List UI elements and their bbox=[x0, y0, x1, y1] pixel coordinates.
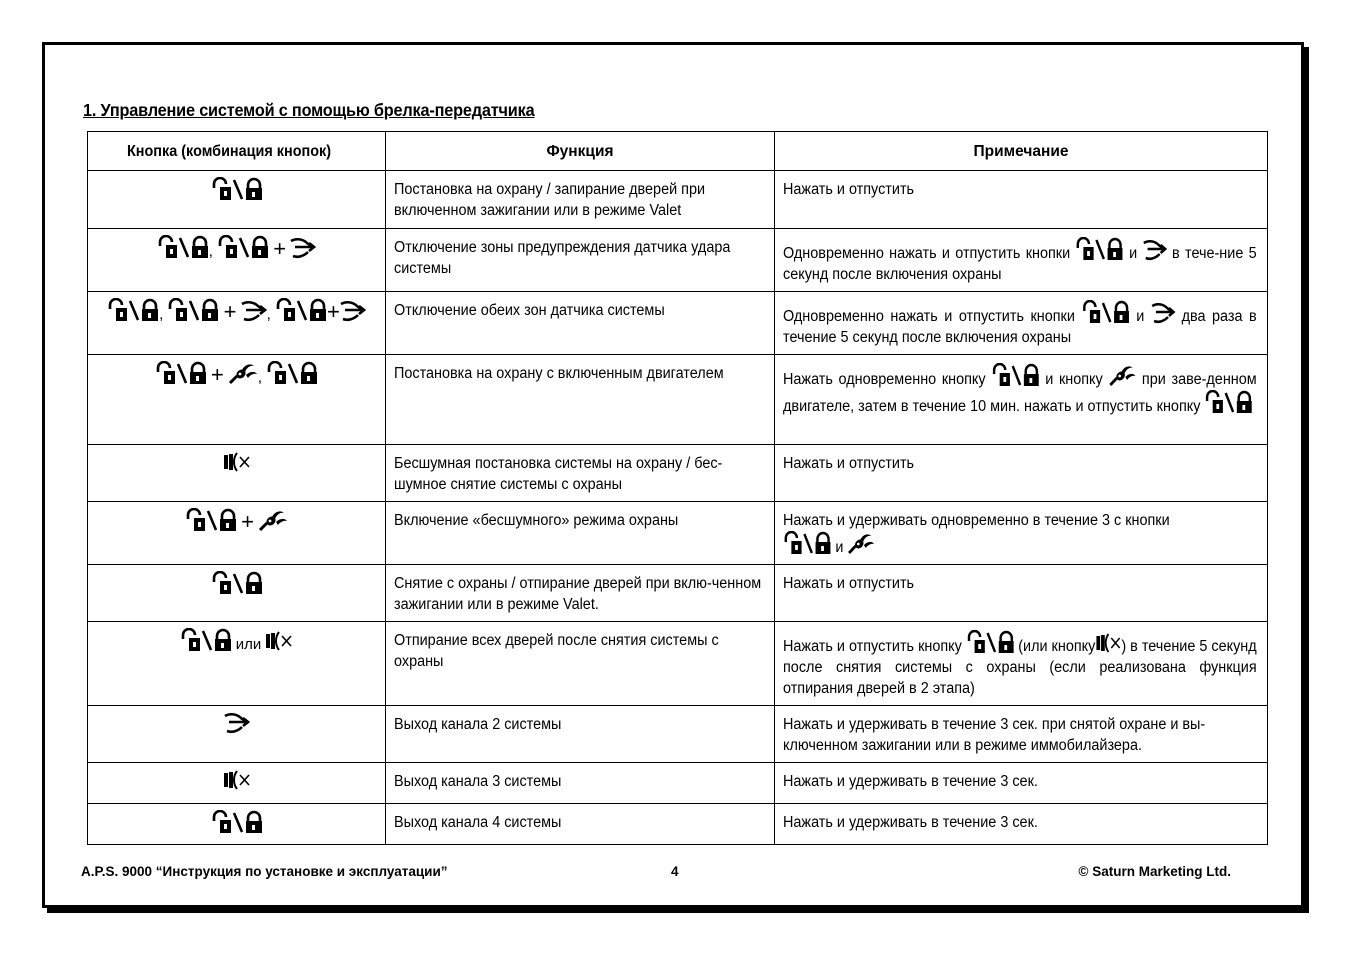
header-function: Функция bbox=[386, 132, 775, 171]
function-cell: Отпирание всех дверей после снятия системы с охраны bbox=[386, 622, 775, 706]
lock-unlock-icon bbox=[180, 628, 232, 652]
note-cell: Одновременно нажать и отпустить кнопки и в тече-ние 5 секунд после включения охраны bbox=[775, 229, 1268, 292]
plus-sign: + bbox=[327, 299, 340, 324]
key-ignition-icon bbox=[228, 361, 258, 385]
function-cell: Выход канала 3 системы bbox=[386, 763, 775, 804]
button-cell: , + , + bbox=[88, 292, 386, 355]
key-ignition-icon bbox=[847, 531, 875, 555]
button-cell bbox=[88, 445, 386, 502]
trunk-channel-icon bbox=[290, 237, 316, 259]
table-row bbox=[88, 622, 1268, 706]
trunk-channel-icon bbox=[1143, 239, 1167, 261]
mute-speaker-icon bbox=[265, 630, 293, 652]
function-cell: Выход канала 2 системы bbox=[386, 706, 775, 763]
table-row bbox=[88, 502, 1268, 565]
function-cell: Бесшумная постановка системы на охрану / бес-шумное снятие системы с охраны bbox=[386, 445, 775, 502]
lock-unlock-icon bbox=[991, 363, 1039, 387]
note-cell: Нажать одновременно кнопку и кнопку при заве-денном двигателе, затем в течение 10 мин. нажать и отпустить кнопку bbox=[775, 355, 1268, 445]
note-cell: Нажать и отпустить bbox=[775, 171, 1268, 229]
footer-manual-title: A.P.S. 9000 “Инструкция по установке и эксплуатации” bbox=[81, 864, 448, 879]
function-cell: Отключение зоны предупреждения датчика удара системы bbox=[386, 229, 775, 292]
note-cell: Нажать и отпустить bbox=[775, 565, 1268, 622]
page-number: 4 bbox=[671, 864, 679, 879]
note-cell: Нажать и удерживать в течение 3 сек. bbox=[775, 804, 1268, 845]
note-cell: Нажать и отпустить bbox=[775, 445, 1268, 502]
function-cell: Постановка на охрану с включенным двигателем bbox=[386, 355, 775, 445]
trunk-channel-icon bbox=[340, 300, 366, 322]
button-cell: + , bbox=[88, 355, 386, 445]
trunk-channel-icon bbox=[241, 300, 267, 322]
header-button: Кнопка (комбинация кнопок) bbox=[88, 132, 386, 171]
footer-copyright: © Saturn Marketing Ltd. bbox=[1078, 864, 1231, 879]
table-row bbox=[88, 229, 1268, 292]
table-row bbox=[88, 292, 1268, 355]
function-cell: Снятие с охраны / отпирание дверей при вклю-ченном зажигании или в режиме Valet. bbox=[386, 565, 775, 622]
button-cell bbox=[88, 502, 386, 565]
or-label: или bbox=[235, 636, 262, 653]
mute-speaker-icon bbox=[223, 769, 251, 791]
document-page bbox=[42, 42, 1304, 908]
lock-unlock-icon bbox=[167, 298, 219, 322]
lock-unlock-icon bbox=[783, 531, 831, 555]
lock-unlock-icon bbox=[1081, 300, 1129, 324]
button-cell bbox=[88, 622, 386, 706]
table-row bbox=[88, 355, 1268, 445]
note-cell: Нажать и удерживать в течение 3 сек. bbox=[775, 763, 1268, 804]
lock-unlock-icon bbox=[185, 508, 237, 532]
plus-sign: + bbox=[273, 236, 287, 261]
key-ignition-icon bbox=[1108, 363, 1136, 387]
table-row bbox=[88, 565, 1268, 622]
plus-sign: + bbox=[210, 362, 224, 387]
note-cell: Нажать и удерживать одновременно в течение 3 с кнопки и bbox=[775, 502, 1268, 565]
plus-sign: + bbox=[223, 299, 237, 324]
mute-speaker-icon bbox=[1095, 632, 1121, 654]
function-cell: Выход канала 4 системы bbox=[386, 804, 775, 845]
lock-unlock-icon bbox=[966, 630, 1014, 654]
table-header-row bbox=[88, 132, 1268, 171]
button-cell bbox=[88, 171, 386, 229]
header-note: Примечание bbox=[775, 132, 1268, 171]
lock-unlock-icon bbox=[211, 177, 263, 201]
key-ignition-icon bbox=[258, 508, 288, 532]
trunk-channel-icon bbox=[224, 712, 250, 734]
function-cell: Постановка на охрану / запирание дверей при включенном зажигании или в режиме Valet bbox=[386, 171, 775, 229]
trunk-channel-icon bbox=[1151, 302, 1175, 324]
button-cell: , + bbox=[88, 229, 386, 292]
plus-sign: + bbox=[241, 509, 254, 534]
lock-unlock-icon bbox=[217, 235, 269, 259]
lock-unlock-icon bbox=[275, 298, 327, 322]
table-row bbox=[88, 804, 1268, 845]
button-cell bbox=[88, 763, 386, 804]
lock-unlock-icon bbox=[157, 235, 209, 259]
lock-unlock-icon bbox=[1075, 237, 1123, 261]
button-cell bbox=[88, 706, 386, 763]
lock-unlock-icon bbox=[266, 361, 318, 385]
lock-unlock-icon bbox=[155, 361, 207, 385]
button-cell bbox=[88, 565, 386, 622]
section-title: 1. Управление системой с помощью брелка-передатчика bbox=[83, 100, 535, 120]
button-functions-table bbox=[87, 131, 1268, 845]
table-row bbox=[88, 763, 1268, 804]
function-cell: Включение «бесшумного» режима охраны bbox=[386, 502, 775, 565]
lock-unlock-icon bbox=[211, 571, 263, 595]
note-cell: Одновременно нажать и отпустить кнопки и два раза в течение 5 секунд после включения охраны bbox=[775, 292, 1268, 355]
button-cell bbox=[88, 804, 386, 845]
function-cell: Отключение обеих зон датчика системы bbox=[386, 292, 775, 355]
note-cell: Нажать и удерживать в течение 3 сек. при снятой охране и вы-ключенном зажигании или в режиме иммобилайзера. bbox=[775, 706, 1268, 763]
lock-unlock-icon bbox=[1204, 390, 1252, 414]
lock-unlock-icon bbox=[107, 298, 159, 322]
mute-speaker-icon bbox=[223, 451, 251, 473]
lock-unlock-icon bbox=[211, 810, 263, 834]
table-row bbox=[88, 706, 1268, 763]
table-row bbox=[88, 171, 1268, 229]
note-cell: Нажать и отпустить кнопку (или кнопку ) в течение 5 секунд после снятия системы с охраны (если реализована функция отпирания дверей в 2 этапа) bbox=[775, 622, 1268, 706]
table-row bbox=[88, 445, 1268, 502]
